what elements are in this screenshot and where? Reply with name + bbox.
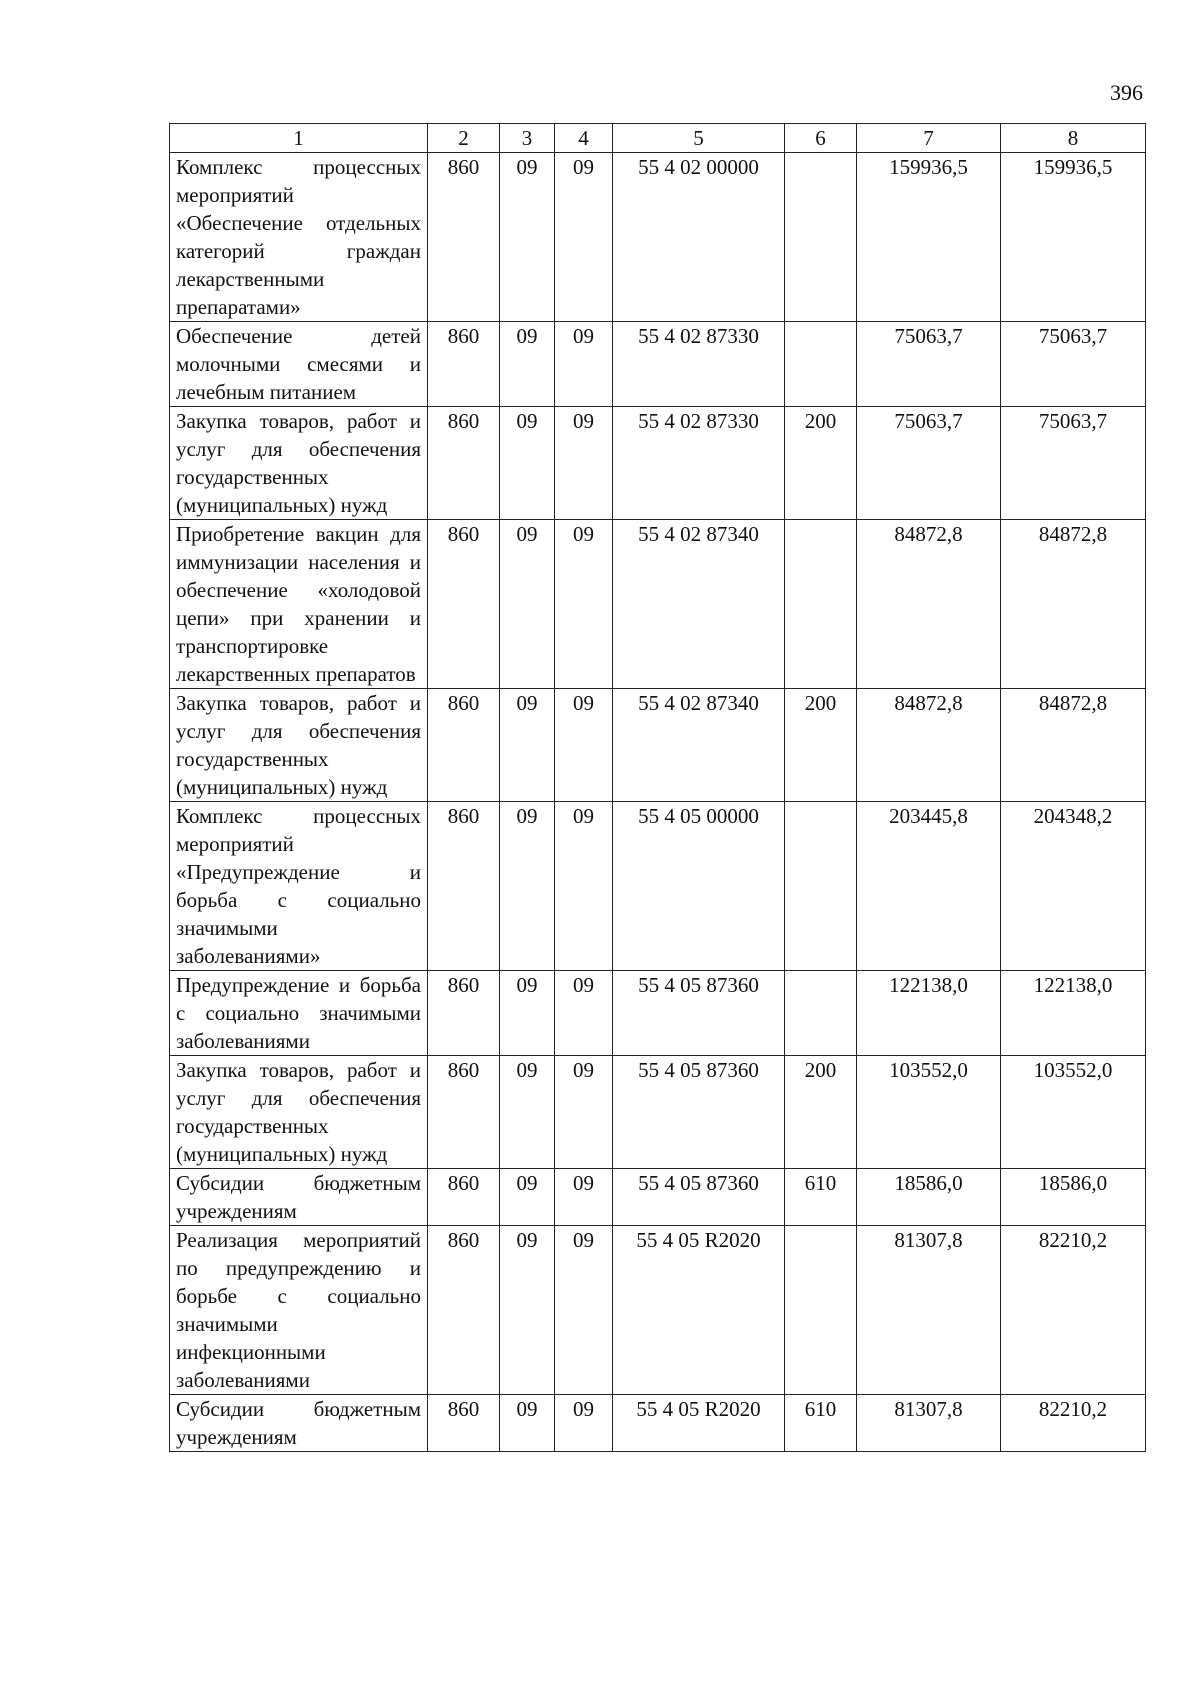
target-article-cell: 55 4 05 R2020	[613, 1226, 785, 1395]
section-cell: 09	[500, 1226, 555, 1395]
ministry-code-cell: 860	[428, 689, 500, 802]
target-article-cell: 55 4 05 87360	[613, 971, 785, 1056]
target-article-cell: 55 4 02 87330	[613, 407, 785, 520]
amount-year-2-cell: 84872,8	[1001, 520, 1146, 689]
subsection-cell: 09	[555, 689, 613, 802]
expense-type-cell: 200	[785, 407, 857, 520]
expense-type-cell	[785, 153, 857, 322]
subsection-cell: 09	[555, 971, 613, 1056]
target-article-cell: 55 4 02 87330	[613, 322, 785, 407]
amount-year-2-cell: 159936,5	[1001, 153, 1146, 322]
row-name-cell: Закупка товаров, работ и услуг для обеспечения государственных (муниципальных) нужд	[170, 407, 428, 520]
target-article-cell: 55 4 05 87360	[613, 1169, 785, 1226]
budget-table	[169, 123, 1146, 1452]
subsection-cell: 09	[555, 153, 613, 322]
subsection-cell: 09	[555, 1226, 613, 1395]
expense-type-cell	[785, 322, 857, 407]
ministry-code-cell: 860	[428, 153, 500, 322]
row-name-cell: Обеспечение детей молочными смесями и лечебным питанием	[170, 322, 428, 407]
section-cell: 09	[500, 802, 555, 971]
row-name-cell: Комплекс процессных мероприятий «Предупреждение и борьба с социально значимыми заболеваниями»	[170, 802, 428, 971]
row-name-cell: Предупреждение и борьба с социально значимыми заболеваниями	[170, 971, 428, 1056]
table-row	[170, 1056, 1146, 1169]
subsection-cell: 09	[555, 1395, 613, 1452]
amount-year-2-cell: 122138,0	[1001, 971, 1146, 1056]
column-header: 2	[428, 124, 500, 153]
target-article-cell: 55 4 05 00000	[613, 802, 785, 971]
target-article-cell: 55 4 05 R2020	[613, 1395, 785, 1452]
column-header: 1	[170, 124, 428, 153]
row-name-cell: Комплекс процессных мероприятий «Обеспечение отдельных категорий граждан лекарственными препаратами»	[170, 153, 428, 322]
page-number: 396	[1110, 80, 1143, 105]
row-name-cell: Субсидии бюджетным учреждениям	[170, 1395, 428, 1452]
subsection-cell: 09	[555, 407, 613, 520]
ministry-code-cell: 860	[428, 520, 500, 689]
table-row	[170, 407, 1146, 520]
expense-type-cell: 610	[785, 1169, 857, 1226]
table-row	[170, 1395, 1146, 1452]
amount-year-2-cell: 204348,2	[1001, 802, 1146, 971]
column-header: 3	[500, 124, 555, 153]
ministry-code-cell: 860	[428, 1395, 500, 1452]
target-article-cell: 55 4 02 87340	[613, 520, 785, 689]
subsection-cell: 09	[555, 1056, 613, 1169]
row-name-cell: Субсидии бюджетным учреждениям	[170, 1169, 428, 1226]
amount-year-2-cell: 82210,2	[1001, 1395, 1146, 1452]
expense-type-cell	[785, 520, 857, 689]
amount-year-1-cell: 122138,0	[857, 971, 1001, 1056]
expense-type-cell	[785, 971, 857, 1056]
subsection-cell: 09	[555, 802, 613, 971]
table-row	[170, 520, 1146, 689]
ministry-code-cell: 860	[428, 1226, 500, 1395]
subsection-cell: 09	[555, 322, 613, 407]
target-article-cell: 55 4 02 87340	[613, 689, 785, 802]
section-cell: 09	[500, 689, 555, 802]
expense-type-cell: 610	[785, 1395, 857, 1452]
table-header-row	[170, 124, 1146, 153]
ministry-code-cell: 860	[428, 971, 500, 1056]
expense-type-cell: 200	[785, 689, 857, 802]
table-row	[170, 153, 1146, 322]
ministry-code-cell: 860	[428, 407, 500, 520]
row-name-cell: Закупка товаров, работ и услуг для обеспечения государственных (муниципальных) нужд	[170, 1056, 428, 1169]
ministry-code-cell: 860	[428, 1169, 500, 1226]
amount-year-1-cell: 75063,7	[857, 407, 1001, 520]
section-cell: 09	[500, 1395, 555, 1452]
amount-year-2-cell: 84872,8	[1001, 689, 1146, 802]
table-row	[170, 322, 1146, 407]
expense-type-cell	[785, 802, 857, 971]
row-name-cell: Закупка товаров, работ и услуг для обеспечения государственных (муниципальных) нужд	[170, 689, 428, 802]
amount-year-1-cell: 81307,8	[857, 1395, 1001, 1452]
ministry-code-cell: 860	[428, 802, 500, 971]
section-cell: 09	[500, 520, 555, 689]
amount-year-1-cell: 84872,8	[857, 689, 1001, 802]
amount-year-1-cell: 18586,0	[857, 1169, 1001, 1226]
amount-year-1-cell: 103552,0	[857, 1056, 1001, 1169]
row-name-cell: Приобретение вакцин для иммунизации населения и обеспечение «холодовой цепи» при хранении и транспортировке лекарственных препаратов	[170, 520, 428, 689]
expense-type-cell: 200	[785, 1056, 857, 1169]
subsection-cell: 09	[555, 1169, 613, 1226]
section-cell: 09	[500, 1056, 555, 1169]
section-cell: 09	[500, 971, 555, 1056]
table-row	[170, 802, 1146, 971]
row-name-cell: Реализация мероприятий по предупреждению и борьбе с социально значимыми инфекционными заболеваниями	[170, 1226, 428, 1395]
amount-year-2-cell: 75063,7	[1001, 407, 1146, 520]
table-row	[170, 971, 1146, 1056]
amount-year-1-cell: 75063,7	[857, 322, 1001, 407]
section-cell: 09	[500, 322, 555, 407]
table-row	[170, 689, 1146, 802]
ministry-code-cell: 860	[428, 322, 500, 407]
expense-type-cell	[785, 1226, 857, 1395]
section-cell: 09	[500, 153, 555, 322]
amount-year-2-cell: 103552,0	[1001, 1056, 1146, 1169]
subsection-cell: 09	[555, 520, 613, 689]
amount-year-1-cell: 84872,8	[857, 520, 1001, 689]
column-header: 8	[1001, 124, 1146, 153]
column-header: 5	[613, 124, 785, 153]
amount-year-1-cell: 159936,5	[857, 153, 1001, 322]
target-article-cell: 55 4 05 87360	[613, 1056, 785, 1169]
target-article-cell: 55 4 02 00000	[613, 153, 785, 322]
amount-year-1-cell: 203445,8	[857, 802, 1001, 971]
section-cell: 09	[500, 407, 555, 520]
table-row	[170, 1226, 1146, 1395]
column-header: 6	[785, 124, 857, 153]
ministry-code-cell: 860	[428, 1056, 500, 1169]
section-cell: 09	[500, 1169, 555, 1226]
amount-year-2-cell: 75063,7	[1001, 322, 1146, 407]
column-header: 4	[555, 124, 613, 153]
amount-year-2-cell: 18586,0	[1001, 1169, 1146, 1226]
amount-year-1-cell: 81307,8	[857, 1226, 1001, 1395]
table-row	[170, 1169, 1146, 1226]
column-header: 7	[857, 124, 1001, 153]
amount-year-2-cell: 82210,2	[1001, 1226, 1146, 1395]
